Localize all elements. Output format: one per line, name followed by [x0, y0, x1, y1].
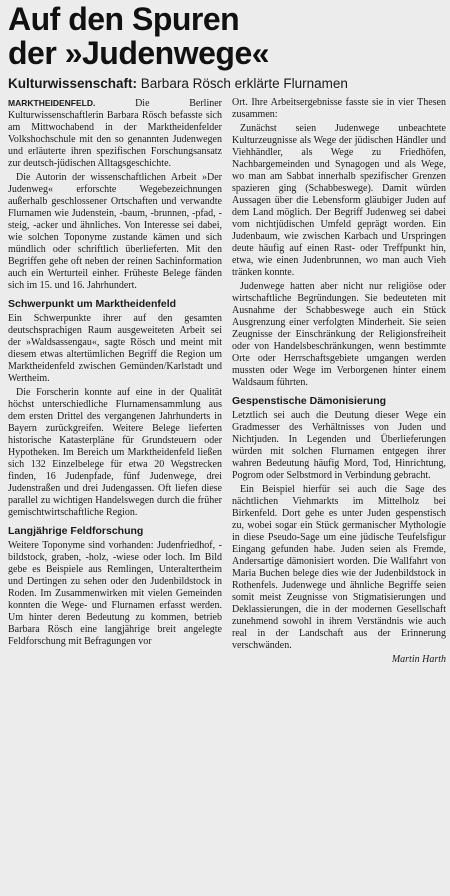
headline	[8, 2, 446, 70]
headline-line-1: Auf den Spuren	[8, 1, 240, 37]
paragraph: Zunächst seien Judenwege unbeachtete Kulturzeugnisse als Wege der jüdischen Händler und Viehhändler, als Wege zu Friedhöfen, Nachbargemeinden und Synagogen und als Wege, wo man am Sabbat innerhalb spezifischer Grenzen spazieren ging (Schabbeswege). Damit würden Aussagen über die Lebensform gläubiger Juden auf dem Land möglich. Der Begriff Judenweg sei dabei vom nichtjüdischen Umfeld geprägt worden. Ein Judenbaum, wie zwischen Karbach und Urspringen deute häufig auf einen Rast- oder Treffpunkt hin, etwa, wie einen Judenbrunnen, wo man auch Vieh tränken konnte.	[232, 123, 446, 278]
subheadline-kicker: Kulturwissenschaft:	[8, 76, 138, 91]
paragraph: Ort. Ihre Arbeitsergebnisse fasste sie in vier Thesen zusammen:	[232, 97, 446, 120]
headline-line-2: der »Judenwege«	[8, 35, 270, 71]
paragraph	[8, 97, 222, 170]
subheadline	[8, 76, 446, 91]
article-column-1	[8, 97, 222, 666]
dateline: MARKTHEIDENFELD.	[8, 98, 96, 108]
article-body	[8, 97, 446, 666]
paragraph-text: Die Berliner Kulturwissenschaftlerin Barbara Rösch befasste sich am Mittwochabend in der Marktheidenfelder Volkshochschule mit den so genannten Judenwegen und erläuterte ihren spezifischen Forschungsansatz zur deutsch-jüdischen Alltagsgeschichte.	[8, 98, 222, 169]
paragraph: Weitere Toponyme sind vorhanden: Judenfriedhof, -bildstock, graben, -holz, -wiese oder loch. Im Bild gebe es Beispiele aus Remlingen, Unteraltertheim und Dertingen zu sehen oder den Judenbildstock in Roden. Im Zusammenwirken mit vielen Gemeinden konnten die Wege- und Flurnamen erfasst werden. Um hinter deren Bedeutung zu kommen, betrieb Barbara Rösch eine langjährige breit angelegte Feldforschung mit Befragungen vor	[8, 540, 222, 647]
section-heading: Schwerpunkt um Marktheidenfeld	[8, 298, 177, 310]
paragraph: Letztlich sei auch die Deutung dieser Wege ein Gradmesser des Verhältnisses von Juden und Nichtjuden. In Legenden und Überlieferungen würden mit solchen Flurnamen entgegen ihrer wahren Bedeutung häufig Mord, Tod, Hinrichtung, Pogrom oder Selbstmord in Verbindung gebracht.	[232, 410, 446, 481]
section-heading: Langjährige Feldforschung	[8, 525, 144, 537]
author-byline: Martin Harth	[391, 654, 446, 665]
paragraph: Judenwege hatten aber nicht nur religiöse oder wirtschaftliche Begründungen. Sie bedeuteten mit Ausnahme der Schabbeswege auch ein Stück Ausgrenzung einer verfolgten Minderheit. Sie seien Zeugnisse der Einschränkung der Religionsfreiheit oder von Handelsbeschränkungen, wenn bestimmte Orte oder Herrschaftsgebiete umgangen werden mussten oder Wege im Verborgenen hinter einem Waldsaum führten.	[232, 281, 446, 388]
paragraph: Ein Schwerpunkte ihrer auf den gesamten deutschsprachigen Raum ausgeweiteten Arbeit sei der »Waldsassengau«, sagte Rösch und meint mit diesem etwas altertümlichen Begriff die Region um Marktheidenfeld zwischen Gemünden/Karlstadt und Wertheim.	[8, 313, 222, 384]
paragraph: Die Autorin der wissenschaftlichen Arbeit »Der Judenweg« erforschte Wegebezeichnungen außerhalb geschlossener Ortschaften und verwandte Flurnamen wie Judenstein, -baum, -brunnen, -pfad, -steig, -acker und ähnliches. Von Interesse sei dabei, wie solchen Toponyme zustande kämen und sich mündlich oder schriftlich überlieferten. Mit den Begriffen gehe oft neben der reinen Sachinformation auch ein Werturteil einher. Früheste Belege fänden sich im 15. und 16. Jahrhundert.	[8, 172, 222, 291]
paragraph: Ein Beispiel hierfür sei auch die Sage des nächtlichen Viehmarkts im Mittelholz bei Birkenfeld. Dort gehe es unter Juden gespenstisch zu, wobei sogar ein Stück germanischer Mythologie in diese Pseudo-Sage um eine jüdische Teufelsfigur Eingang gefunden habe. Juden seien als Fremde, Andersartige dämonisiert worden. Die Wallfahrt von Maria Buchen belege dies wie der Judenbildstock in Rothenfels. Judenwege und ähnliche Begriffe seien somit meist Zeugnisse von Stigmatisierungen und Deklassierungen, die in der modernen Gesellschaft zunehmend sowohl in ihrem Verständnis wie auch real in der Landschaft aus der Erinnerung verschwänden.	[232, 484, 446, 651]
article-column-2	[232, 97, 446, 666]
paragraph: Die Forscherin konnte auf eine in der Qualität höchst unterschiedliche Flurnamensammlung aus dem ersten Drittel des vergangenen Jahrhunderts in Bayern zurückgreifen. Weitere Belege lieferten historische Katasterpläne für Grundsteuern oder Hypotheken. Im Bereich um Marktheidenfeld ließen sich 132 Einzelbelege für etwa 20 Wegstrecken finden, 16 Judenpfade, fünf Judenwege, drei Judenstraßen und drei Judengassen. Oft liefen diese parallel zu wichtigen Handelswegen durch die früher gemischtwirtschaftliche Region.	[8, 387, 222, 518]
section-heading: Gespenstische Dämonisierung	[232, 395, 387, 407]
subheadline-text: Barbara Rösch erklärte Flurnamen	[140, 76, 348, 91]
